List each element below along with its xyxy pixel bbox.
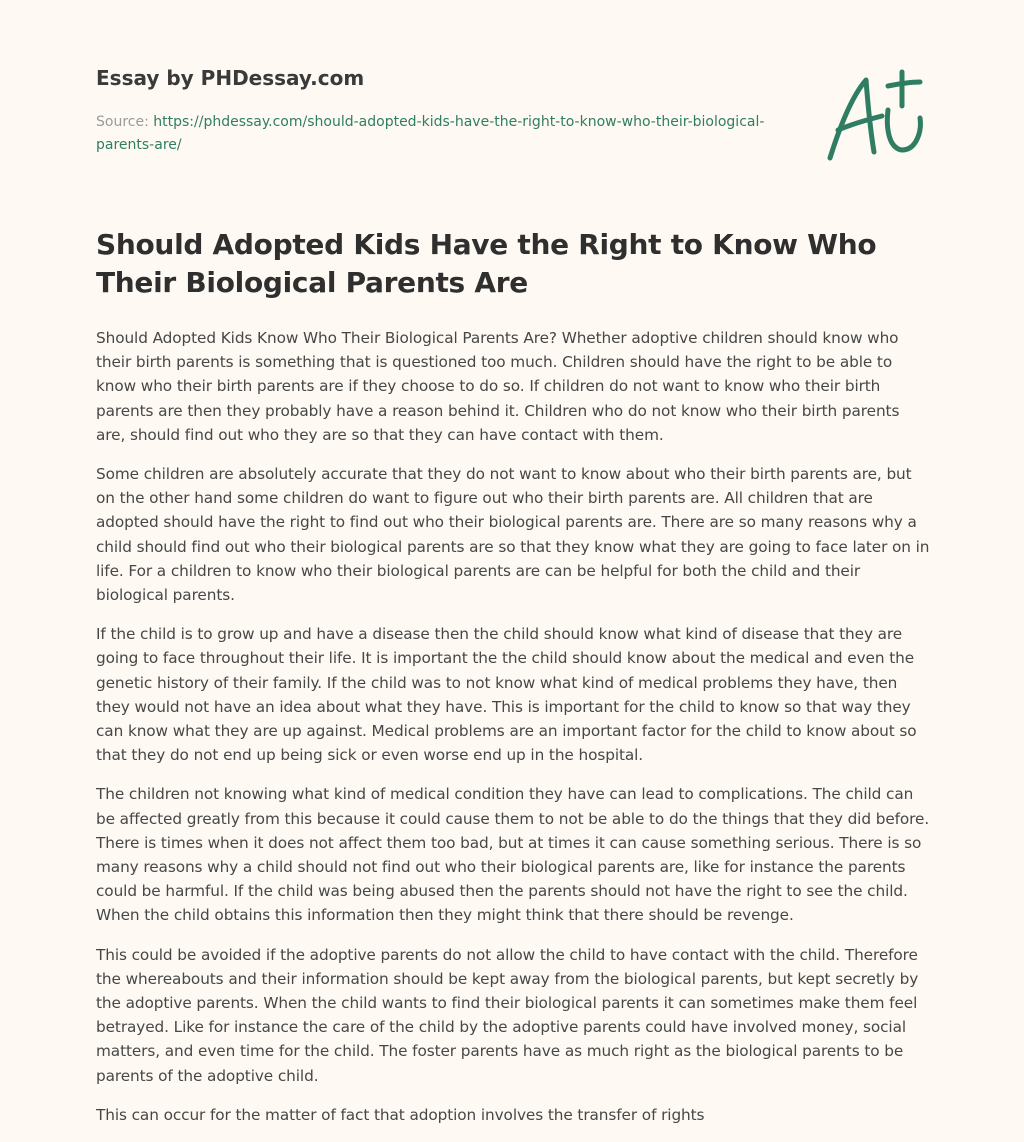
source-link[interactable]: https://phdessay.com/should-adopted-kids-have-the-right-to-know-who-their-biological-parents-are/ [96,114,765,153]
source-label: Source: [96,114,149,130]
essay-paragraph: The children not knowing what kind of medical condition they have can lead to complications. The child can be affected greatly from this because it could cause them to not be able to do the things that they did before. There is times when it does not affect them too bad, but at times it can cause something serious. There is so many reasons why a child should not find out who their biological parents are, like for instance the parents could be harmful. If the child was being abused then the parents should not have the right to see the child. When the child obtains this information then they might think that there should be revenge. [96,785,930,925]
essay-paragraph: Some children are absolutely accurate that they do not want to know about who their birth parents are, but on the other hand some children do want to figure out who their birth parents are. All children that are adopted should have the right to find out who their biological parents are. There are so many reasons why a child should find out who their biological parents are so that they know what they are going to face later on in life. For a children to know who their biological parents are can be helpful for both the child and their biological parents. [96,465,930,605]
essay-paragraph: This can occur for the matter of fact that adoption involves the transfer of rights [96,1105,705,1124]
essay-paragraph: This could be avoided if the adoptive parents do not allow the child to have contact with the child. Therefore the whereabouts and their information should be kept away from the biological parents, but kept secretly by the adoptive parents. When the child wants to find their biological parents it can sometimes make them feel betrayed. Like for instance the care of the child by the adoptive parents could have involved money, social matters, and even time for the child. The foster parents have as much right as the biological parents to be parents of the adoptive child. [96,945,919,1085]
page-header [96,64,776,157]
essay-paragraph: If the child is to grow up and have a disease then the child should know what kind of disease that they are going to face throughout their life. It is important the the child should know about the medical and even the genetic history of their family. If the child was to not know what kind of medical problems they have, then they would not have an idea about what they have. This is important for the child to know so that way they can know what they are up against. Medical problems are an important factor for the child to know about so that they do not end up being sick or even worse end up in the hospital. [96,625,917,765]
a-plus-logo-icon [816,66,936,166]
essay-paragraph: Should Adopted Kids Know Who Their Biological Parents Are? Whether adoptive children should know who their birth parents is something that is questioned too much. Children should have the right to be able to know who their birth parents are if they choose to do so. If children do not want to know who their birth parents are then they probably have a reason behind it. Children who do not know who their birth parents are, should find out who they are so that they can have contact with them. [96,329,900,444]
source-line [96,111,776,157]
essay-body [96,326,932,1142]
site-name: Essay by PHDessay.com [96,66,365,90]
essay-title: Should Adopted Kids Have the Right to Know Who Their Biological Parents Are [96,228,877,299]
